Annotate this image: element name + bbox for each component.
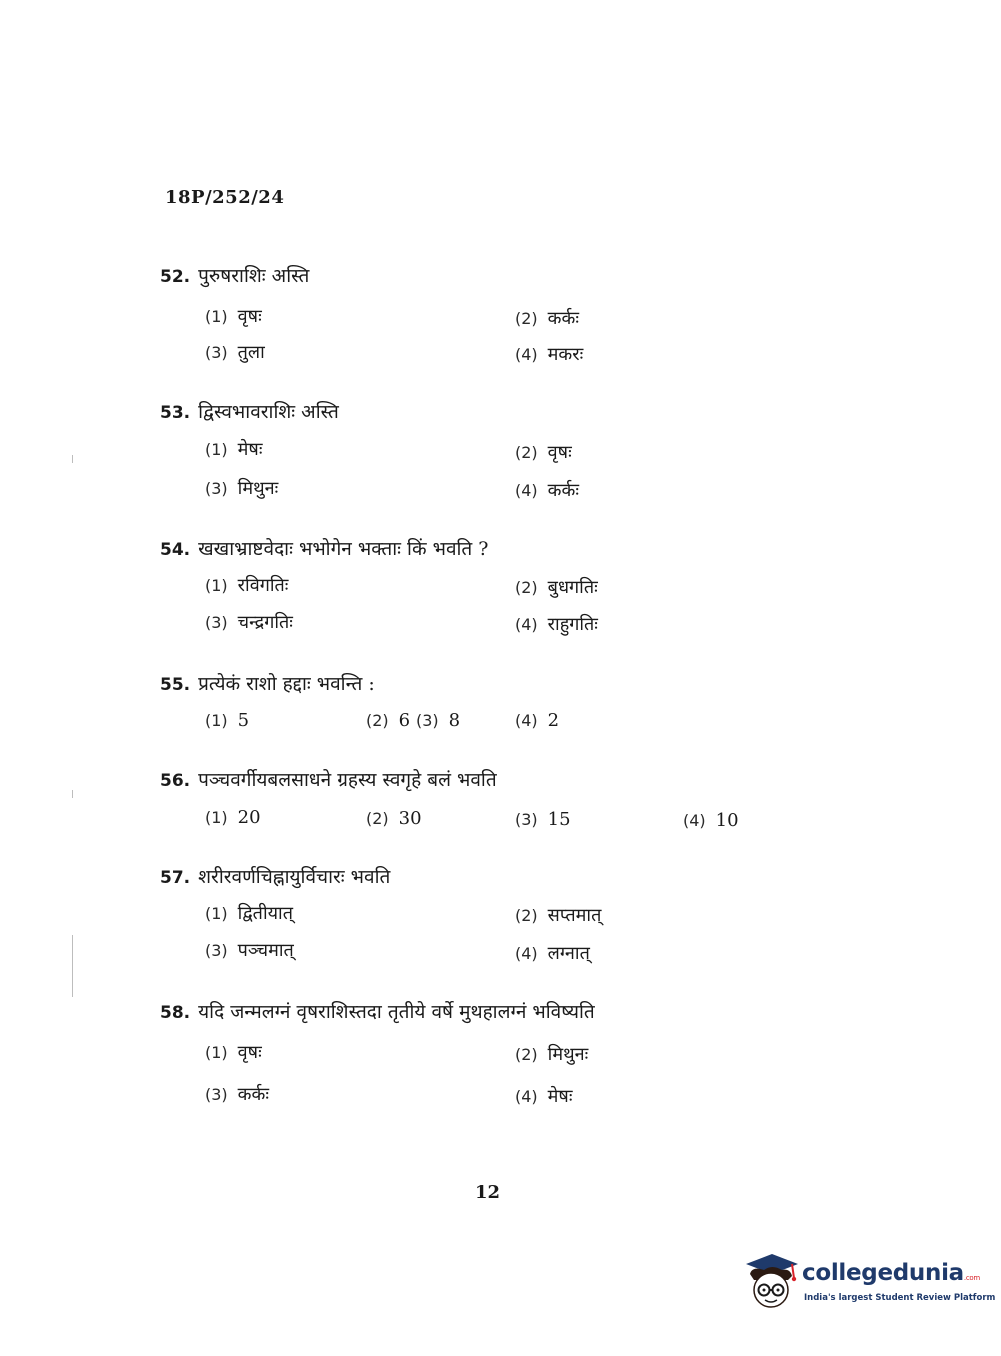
margin-mark [72, 935, 73, 997]
question-55 [160, 672, 375, 697]
option-text: बुधगतिः [547, 577, 598, 598]
option [515, 576, 598, 600]
option [515, 441, 572, 465]
option [205, 939, 294, 963]
option [515, 479, 579, 503]
option-text: पञ्चमात् [237, 940, 294, 961]
option-text: 30 [398, 808, 422, 829]
option-number: (4) [515, 944, 538, 963]
option-number: (2) [515, 578, 538, 597]
option-number: (4) [515, 1087, 538, 1106]
option-text: 20 [237, 807, 261, 828]
question-58 [160, 1000, 595, 1025]
question-54 [160, 537, 489, 562]
option-text: 6 [398, 710, 411, 731]
option-number: (4) [515, 615, 538, 634]
question-text: पुरुषराशिः अस्ति [198, 265, 310, 287]
option [205, 902, 293, 926]
question-52 [160, 264, 309, 289]
option-text: 8 [448, 710, 461, 731]
option-number: (3) [515, 810, 538, 829]
logo-brand: collegedunia [802, 1260, 964, 1286]
question-text: द्विस्वभावराशिः अस्ति [198, 401, 339, 423]
option-number: (1) [205, 808, 228, 827]
option-text: कर्कः [547, 480, 579, 501]
option-number: (2) [366, 809, 389, 828]
option [205, 611, 293, 635]
collegedunia-logo [742, 1250, 996, 1314]
option-text: कर्कः [547, 308, 579, 329]
question-text: यदि जन्मलग्नं वृषराशिस्तदा तृतीये वर्षे मुथहालग्नं भविष्यति [198, 1001, 595, 1023]
paper-code: 18P/252/24 [165, 187, 285, 208]
option [515, 942, 590, 966]
option-text: मकरः [547, 344, 584, 365]
question-text: पञ्चवर्गीयबलसाधने ग्रहस्य स्वगृहे बलं भवति [198, 769, 497, 791]
page-number: 12 [474, 1182, 501, 1203]
option-text: वृषः [237, 1042, 262, 1063]
option [205, 806, 261, 830]
option-number: (3) [205, 343, 228, 362]
option-text: कर्कः [237, 1084, 269, 1105]
option [205, 477, 278, 501]
option [515, 904, 601, 928]
option-text: वृषः [237, 306, 262, 327]
option [683, 809, 739, 833]
logo-domain-suffix: .com [963, 1274, 980, 1282]
option-text: चन्द्रगतिः [237, 612, 293, 633]
option-text: वृषः [547, 442, 572, 463]
option-number: (3) [205, 613, 228, 632]
question-number: 53. [160, 403, 191, 423]
question-number: 58. [160, 1003, 191, 1023]
option-text: 10 [715, 810, 739, 831]
option-number: (2) [515, 906, 538, 925]
mascot-icon [742, 1250, 800, 1312]
option-number: (2) [515, 1045, 538, 1064]
option-text: सप्तमात् [547, 905, 602, 926]
option [205, 1083, 269, 1107]
option-text: मिथुनः [547, 1044, 589, 1065]
option-number: (1) [205, 711, 228, 730]
option-text: मेषः [547, 1086, 573, 1107]
margin-mark [72, 790, 73, 798]
option [515, 343, 583, 367]
option-number: (1) [205, 440, 228, 459]
option [416, 709, 460, 733]
option-text: लग्नात् [547, 943, 590, 964]
option [205, 709, 249, 733]
option [515, 709, 559, 733]
question-53 [160, 400, 339, 425]
question-number: 57. [160, 868, 191, 888]
option-number: (1) [205, 904, 228, 923]
option-text: 5 [237, 710, 250, 731]
option [515, 1043, 588, 1067]
option-number: (2) [515, 309, 538, 328]
option-text: राहुगतिः [547, 614, 598, 635]
option-number: (2) [515, 443, 538, 462]
option-number: (4) [515, 711, 538, 730]
question-text: शरीरवर्णचिह्नायुर्विचारः भवति [198, 866, 391, 888]
option-number: (4) [515, 345, 538, 364]
question-57 [160, 865, 390, 890]
option-number: (1) [205, 576, 228, 595]
question-number: 52. [160, 267, 191, 287]
option-text: मेषः [237, 439, 263, 460]
option [205, 438, 262, 462]
option-text: 15 [547, 809, 571, 830]
option-text: रविगतिः [237, 575, 289, 596]
question-number: 54. [160, 540, 191, 560]
option-number: (2) [366, 711, 389, 730]
option [205, 1041, 262, 1065]
option-number: (3) [205, 1085, 228, 1104]
option-number: (3) [205, 479, 228, 498]
option [205, 305, 262, 329]
option-number: (3) [416, 711, 439, 730]
option [515, 613, 598, 637]
option-text: द्वितीयात् [237, 903, 293, 924]
option-number: (1) [205, 1043, 228, 1062]
option-number: (4) [683, 811, 706, 830]
option-number: (1) [205, 307, 228, 326]
logo-wordmark [802, 1260, 980, 1286]
option [515, 808, 571, 832]
option-text: तुला [237, 342, 265, 363]
question-text: खखाभ्राष्टवेदाः भभोगेन भक्ताः किं भवति ? [198, 538, 489, 560]
option [205, 341, 265, 365]
question-56 [160, 768, 497, 793]
margin-mark [72, 455, 73, 463]
option [366, 709, 410, 733]
question-number: 55. [160, 675, 191, 695]
option-text: 2 [547, 710, 560, 731]
question-text: प्रत्येकं राशो हद्दाः भवन्ति : [198, 673, 375, 695]
option-text: मिथुनः [237, 478, 279, 499]
option-number: (4) [515, 481, 538, 500]
option [515, 307, 579, 331]
logo-tagline: India's largest Student Review Platform [804, 1293, 996, 1303]
option [205, 574, 288, 598]
option [366, 807, 422, 831]
question-number: 56. [160, 771, 191, 791]
option [515, 1085, 572, 1109]
option-number: (3) [205, 941, 228, 960]
